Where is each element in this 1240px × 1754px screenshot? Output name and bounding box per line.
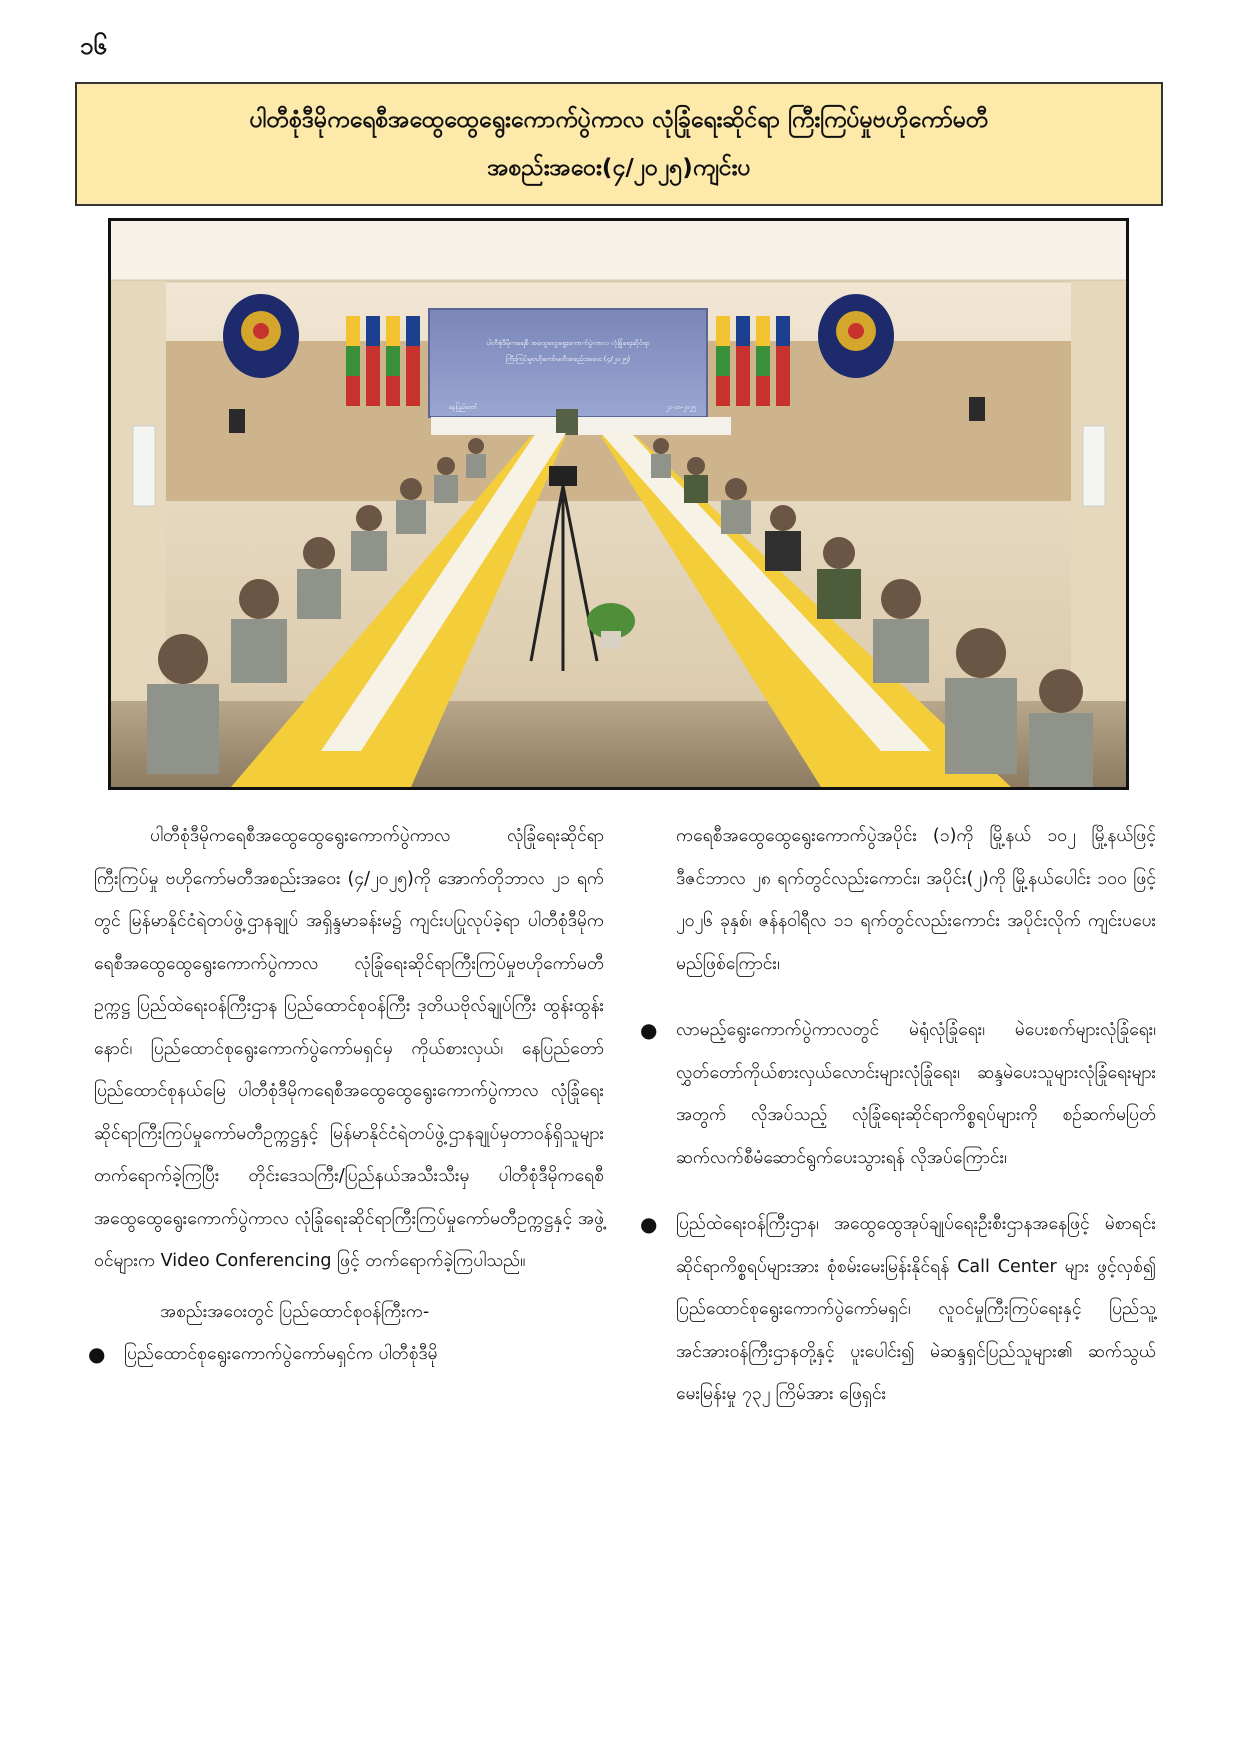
meeting-hall-illustration xyxy=(111,221,1126,787)
left-speaker xyxy=(229,409,245,433)
bullet-2-text: လာမည့်ရွေးကောက်ပွဲကာလတွင် မဲရုံလုံခြုံရေး၊ မဲပေးစက်များလုံခြုံရေး၊ လွှတ်တော်ကိုယ်စားလှယ်လောင်းများလုံခြုံရေး၊ ဆန္ဒမဲပေးသူများလုံခြုံရေးများအတွက် လိုအပ်သည့် လုံခြုံရေးဆိုင်ရာကိစ္စရပ်များကို စဉ်ဆက်မပြတ် ဆက်လက်စီမံဆောင်ရွက်ပေးသွားရန် လိုအပ်ကြောင်း၊ xyxy=(676,1020,1156,1168)
meeting-photo xyxy=(108,218,1129,790)
headline-line-2: အစည်းအဝေး(၄/၂၀၂၅)ကျင်းပ xyxy=(487,155,751,181)
bullet-3-text: ပြည်ထဲရေးဝန်ကြီးဌာန၊ အထွေထွေအုပ်ချုပ်ရေးဦးစီးဌာနအနေဖြင့် မဲစာရင်းဆိုင်ရာကိစ္စရပ်များအား စုံစမ်းမေးမြန်းနိုင်ရန် Call Center များ ဖွင့်လှစ်၍ ပြည်ထောင်စုရွေးကောက်ပွဲကော်မရှင်၊ လူဝင်မှုကြီးကြပ်ရေးနှင့် ပြည်သူ့အင်အားဝန်ကြီးဌာနတို့နှင့် ပူးပေါင်း၍ မဲဆန္ဒရှင်ပြည်သူများ၏ ဆက်သွယ်မေးမြန်းမှု ၇၃၂ ကြိမ်အား ဖြေရှင်း xyxy=(676,1214,1156,1404)
right-air-conditioner xyxy=(1083,426,1105,506)
projection-screen xyxy=(429,309,707,417)
right-speaker xyxy=(969,397,985,421)
bullet-icon: ● xyxy=(640,1212,658,1236)
article-paragraph-1: ပါတီစုံဒီမိုကရေစီအထွေထွေရွေးကောက်ပွဲကာလ လုံခြုံရေးဆိုင်ရာကြီးကြပ်မှု ဗဟိုကော်မတီအစည်းအဝေး (၄/၂၀၂၅)ကို အောက်တိုဘာလ ၂၁ ရက်တွင် မြန်မာနိုင်ငံရဲတပ်ဖွဲ့ဌာနချုပ် အရှိန္ဒမာခန်းမ၌ ကျင်းပပြုလုပ်ခဲ့ရာ ပါတီစုံဒီမိုကရေစီအထွေထွေရွေးကောက်ပွဲကာလ လုံခြုံရေးဆိုင်ရာကြီးကြပ်မှုဗဟိုကော်မတီဥက္ကဋ္ဌ ပြည်ထဲရေးဝန်ကြီးဌာန ပြည်ထောင်စုဝန်ကြီး ဒုတိယဗိုလ်ချုပ်ကြီး ထွန်းထွန်းနောင်၊ ပြည်ထောင်စုရွေးကောက်ပွဲကော်မရှင်မှ ကိုယ်စားလှယ်၊ နေပြည်တော် ပြည်ထောင်စုနယ်မြေ ပါတီစုံဒီမိုကရေစီအထွေထွေရွေးကောက်ပွဲကာလ လုံခြုံရေးဆိုင်ရာကြီးကြပ်မှုကော်မတီဥက္ကဋ္ဌနှင့် မြန်မာနိုင်ငံရဲတပ်ဖွဲ့ဌာနချုပ်မှတာဝန်ရှိသူများတက်ရောက်ခဲ့ကြပြီး တိုင်းဒေသကြီး/ပြည်နယ်အသီးသီးမှ ပါတီစုံဒီမိုကရေစီအထွေထွေရွေးကောက်ပွဲကာလ လုံခြုံရေးဆိုင်ရာကြီးကြပ်မှုကော်မတီဥက္ကဋ္ဌနှင့် အဖွဲ့ဝင်များက Video Conferencing ဖြင့် တက်ရောက်ခဲ့ကြပါသည်။ xyxy=(94,826,604,1271)
bullet-1-continued-text: ကရေစီအထွေထွေရွေးကောက်ပွဲအပိုင်း (၁)ကို မြို့နယ် ၁၀၂ မြို့နယ်ဖြင့် ဒီဇင်ဘာလ ၂၈ ရက်တွင်လည်းကောင်း၊ အပိုင်း(၂)ကို မြို့နယ်ပေါင်း ၁၀၀ ဖြင့် ၂၀၂၆ ခုနှစ်၊ ဇန်နဝါရီလ ၁၁ ရက်တွင်လည်းကောင်း အပိုင်းလိုက် ကျင်းပပေးမည်ဖြစ်ကြောင်း၊ xyxy=(676,826,1156,974)
ceiling xyxy=(111,221,1126,281)
bullet-icon: ● xyxy=(88,1342,106,1366)
bullet-item-3 xyxy=(640,1203,1156,1416)
article-paragraph-2: အစည်းအဝေးတွင် ပြည်ထောင်စုဝန်ကြီးက- xyxy=(160,1301,430,1322)
headline-banner xyxy=(75,82,1163,206)
bullet-item-1 xyxy=(88,1333,604,1376)
right-police-emblem xyxy=(818,294,894,378)
page-number: ၁၆ xyxy=(80,32,107,60)
screen-place: နေပြည်တော် xyxy=(449,404,478,411)
bullet-1-text: ပြည်ထောင်စုရွေးကောက်ပွဲကော်မရှင်က ပါတီစုံဒီမို xyxy=(124,1344,438,1364)
head-table xyxy=(431,417,731,435)
bullet-item-1-continued xyxy=(646,815,1156,985)
bullet-item-2 xyxy=(640,1009,1156,1179)
article-left-column xyxy=(88,815,604,1376)
bullet-icon: ● xyxy=(640,1018,658,1042)
screen-text-line-1: ပါတီစုံဒီမိုကရေစီ အထွေထွေရွေးကောက်ပွဲကာလ လုံခြုံရေးဆိုင်ရာ xyxy=(486,339,650,347)
headline-line-1: ပါတီစုံဒီမိုကရေစီအထွေထွေရွေးကောက်ပွဲကာလ လုံခြုံရေးဆိုင်ရာ ကြီးကြပ်မှုဗဟိုကော်မတီ xyxy=(249,107,989,133)
screen-date: ၂၁-၁၀-၂၀၂၅ xyxy=(665,404,696,411)
left-police-emblem xyxy=(223,294,299,378)
article-right-column xyxy=(640,815,1156,1416)
chairperson xyxy=(556,409,578,435)
screen-text-line-2: ကြီးကြပ်မှုဗဟိုကော်မတီအစည်းအဝေး (၄/၂၀၂၅) xyxy=(505,355,631,363)
left-air-conditioner xyxy=(133,426,155,506)
